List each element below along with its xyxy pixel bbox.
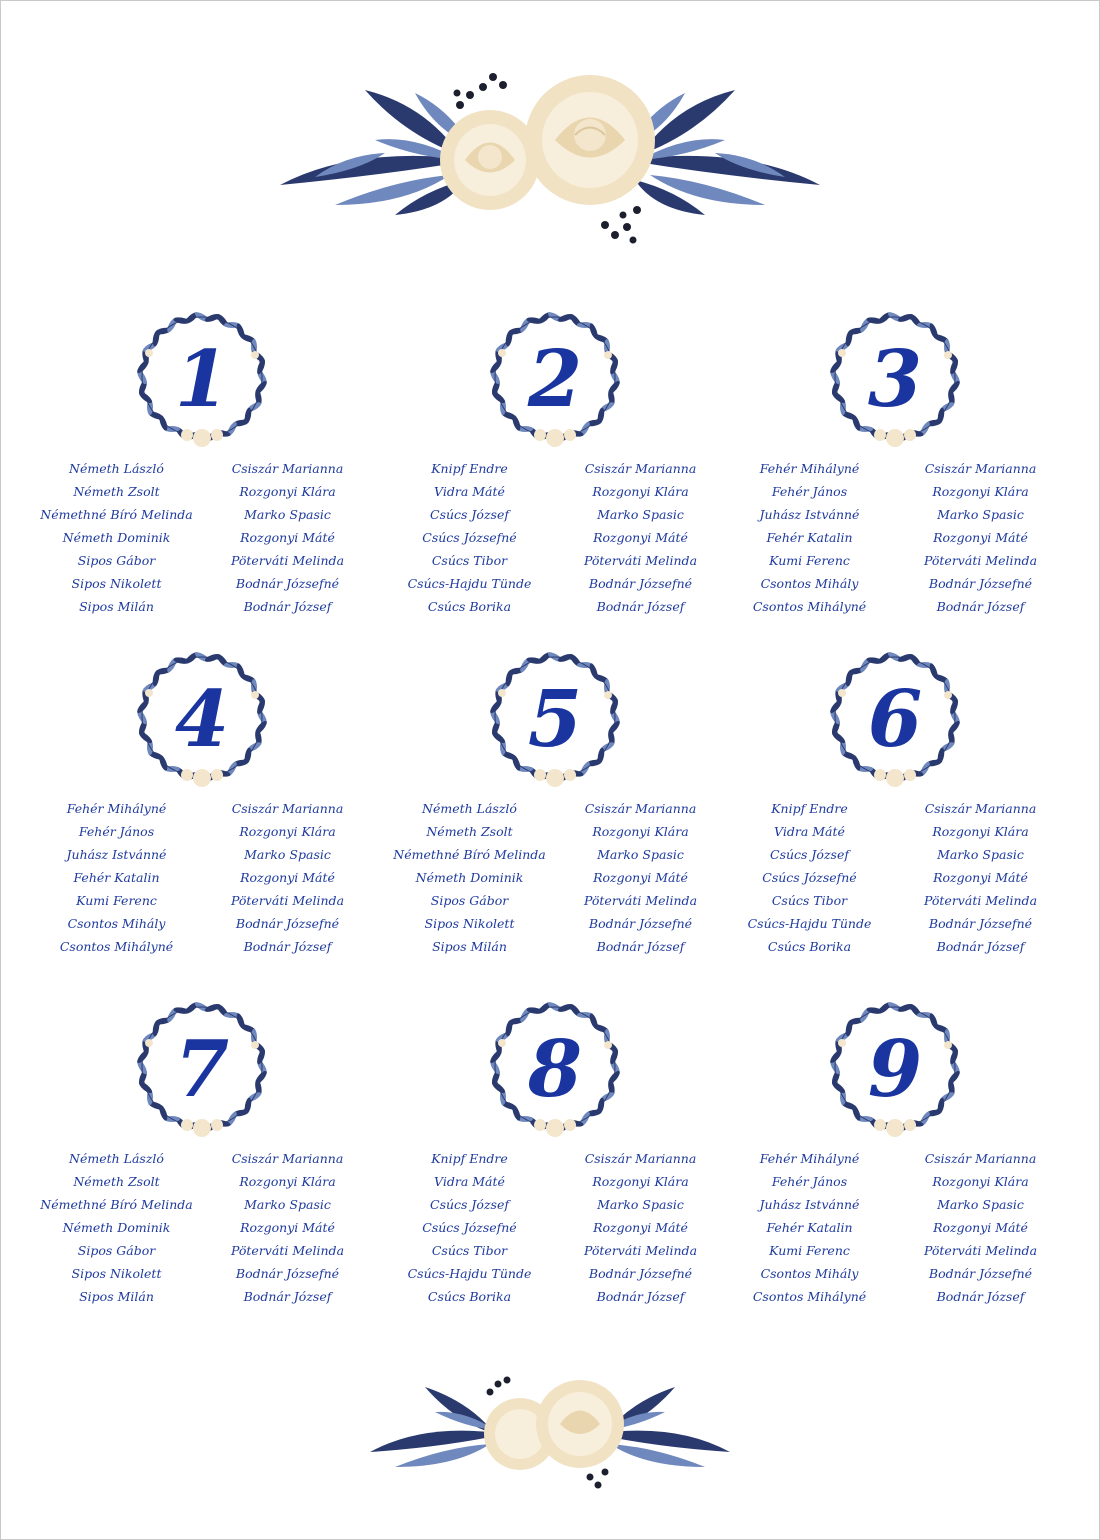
guest-name: Bodnár József (596, 939, 685, 954)
guest-name: Marko Spasic (597, 847, 684, 862)
guest-name: Juhász Istvánné (759, 507, 860, 522)
wreath-icon (480, 645, 630, 795)
guest-name: Némethné Bíró Melinda (40, 507, 193, 522)
guest-name: Bodnár Józsefné (928, 576, 1033, 591)
guest-name: Rozgonyi Klára (932, 824, 1029, 839)
table-number: 6 (867, 674, 923, 765)
wreath-icon (480, 995, 630, 1145)
guest-name: Németh Dominik (62, 530, 171, 545)
table-number: 4 (174, 674, 230, 765)
guest-name: Csontos Mihályné (752, 1289, 867, 1304)
guest-name: Bodnár József (936, 599, 1025, 614)
guest-name: Némethné Bíró Melinda (40, 1197, 193, 1212)
guest-name: Csiszár Marianna (584, 801, 697, 816)
guest-column-left (34, 797, 199, 958)
guest-name: Marko Spasic (597, 507, 684, 522)
guest-name: Bodnár Józsefné (928, 916, 1033, 931)
guest-name: Csontos Mihályné (752, 599, 867, 614)
guest-name: Rozgonyi Klára (239, 824, 336, 839)
guest-name: Bodnár Józsefné (588, 1266, 693, 1281)
guest-column-left (727, 797, 892, 958)
guest-name: Sipos Nikolett (424, 916, 515, 931)
wreath-icon (127, 645, 277, 795)
table-card (32, 645, 372, 965)
wreath-icon (820, 305, 970, 455)
guest-name: Bodnár József (243, 1289, 332, 1304)
guest-name: Csúcs Tibor (771, 893, 848, 908)
guest-name: Csiszár Marianna (584, 461, 697, 476)
guest-list (385, 797, 725, 958)
guest-name: Bodnár Józsefné (928, 1266, 1033, 1281)
table-number: 9 (867, 1024, 923, 1115)
guest-column-right (898, 457, 1063, 618)
guest-name: Rozgonyi Máté (593, 870, 688, 885)
guest-name: Csúcs-Hajdu Tünde (407, 1266, 532, 1281)
guest-name: Fehér Katalin (766, 1220, 853, 1235)
guest-name: Kumi Ferenc (769, 1243, 850, 1258)
guest-name: Csúcs Józsefné (422, 1220, 517, 1235)
guest-name: Csúcs Józsefné (762, 870, 857, 885)
guest-name: Rozgonyi Máté (240, 870, 335, 885)
guest-name: Csiszár Marianna (924, 1151, 1037, 1166)
guest-name: Rozgonyi Máté (240, 530, 335, 545)
guest-name: Csúcs József (770, 847, 849, 862)
table-number: 2 (527, 334, 583, 425)
guest-name: Sipos Nikolett (71, 576, 162, 591)
guest-name: Csúcs-Hajdu Tünde (747, 916, 872, 931)
guest-column-left (387, 457, 552, 618)
guest-name: Bodnár József (936, 1289, 1025, 1304)
guest-name: Csúcs József (430, 507, 509, 522)
guest-column-right (558, 457, 723, 618)
table-card (725, 995, 1065, 1315)
guest-name: Csiszár Marianna (924, 801, 1037, 816)
guest-name: Csúcs Borika (427, 599, 512, 614)
guest-name: Rozgonyi Klára (932, 1174, 1029, 1189)
wreath-icon (127, 995, 277, 1145)
guest-column-right (558, 797, 723, 958)
guest-list (725, 457, 1065, 618)
guest-name: Rozgonyi Klára (592, 824, 689, 839)
guest-name: Rozgonyi Máté (593, 530, 688, 545)
guest-name: Bodnár Józsefné (588, 576, 693, 591)
guest-column-left (34, 457, 199, 618)
guest-name: Némethné Bíró Melinda (393, 847, 546, 862)
guest-name: Németh László (69, 461, 164, 476)
guest-name: Rozgonyi Klára (592, 1174, 689, 1189)
table-number: 8 (527, 1024, 583, 1115)
guest-name: Marko Spasic (244, 1197, 331, 1212)
guest-name: Bodnár József (243, 939, 332, 954)
guest-name: Pöterváti Melinda (583, 893, 698, 908)
guest-name: Csiszár Marianna (584, 1151, 697, 1166)
guest-name: Fehér János (771, 1174, 848, 1189)
table-number: 1 (174, 334, 230, 425)
guest-name: Sipos Milán (79, 1289, 154, 1304)
guest-name: Sipos Nikolett (71, 1266, 162, 1281)
wreath-icon (127, 305, 277, 455)
guest-name: Bodnár József (243, 599, 332, 614)
guest-list (385, 1147, 725, 1308)
wreath-icon (480, 305, 630, 455)
guest-column-left (727, 457, 892, 618)
guest-name: Csontos Mihály (67, 916, 166, 931)
guest-name: Csiszár Marianna (231, 461, 344, 476)
guest-name: Csúcs-Hajdu Tünde (407, 576, 532, 591)
guest-name: Bodnár Józsefné (235, 1266, 340, 1281)
guest-name: Vidra Máté (434, 484, 505, 499)
guest-name: Németh Dominik (415, 870, 524, 885)
guest-name: Sipos Gábor (77, 1243, 156, 1258)
guest-name: Rozgonyi Klára (932, 484, 1029, 499)
guest-name: Németh Dominik (62, 1220, 171, 1235)
guest-name: Németh Zsolt (73, 484, 160, 499)
guest-name: Marko Spasic (937, 847, 1024, 862)
guest-name: Bodnár Józsefné (588, 916, 693, 931)
guest-name: Pöterváti Melinda (923, 1243, 1038, 1258)
guest-name: Bodnár József (936, 939, 1025, 954)
guest-column-right (558, 1147, 723, 1308)
guest-name: Pöterváti Melinda (923, 893, 1038, 908)
guest-name: Fehér Mihályné (759, 1151, 860, 1166)
guest-column-right (205, 797, 370, 958)
guest-name: Németh László (69, 1151, 164, 1166)
table-card (385, 305, 725, 625)
guest-name: Marko Spasic (937, 507, 1024, 522)
guest-name: Csúcs Tibor (431, 1243, 508, 1258)
guest-name: Pöterváti Melinda (230, 553, 345, 568)
guest-name: Bodnár Józsefné (235, 916, 340, 931)
wreath-icon (820, 645, 970, 795)
guest-name: Csúcs Borika (767, 939, 852, 954)
guest-name: Fehér János (771, 484, 848, 499)
table-number: 3 (867, 334, 923, 425)
guest-name: Rozgonyi Klára (239, 484, 336, 499)
guest-name: Kumi Ferenc (769, 553, 850, 568)
guest-column-left (727, 1147, 892, 1308)
guest-name: Csúcs Borika (427, 1289, 512, 1304)
guest-name: Rozgonyi Klára (592, 484, 689, 499)
guest-name: Kumi Ferenc (76, 893, 157, 908)
guest-name: Fehér Mihályné (759, 461, 860, 476)
guest-list (725, 1147, 1065, 1308)
table-card (385, 645, 725, 965)
right-leaves (625, 90, 820, 215)
guest-name: Rozgonyi Klára (239, 1174, 336, 1189)
guest-name: Csontos Mihály (760, 576, 859, 591)
guest-name: Csiszár Marianna (231, 801, 344, 816)
guest-name: Csúcs Józsefné (422, 530, 517, 545)
guest-name: Fehér János (78, 824, 155, 839)
guest-name: Csontos Mihályné (59, 939, 174, 954)
table-card (385, 995, 725, 1315)
table-number: 5 (527, 674, 583, 765)
top-floral-decoration (275, 65, 825, 250)
guest-column-left (387, 1147, 552, 1308)
table-card (725, 645, 1065, 965)
guest-name: Knipf Endre (771, 801, 848, 816)
guest-name: Juhász Istvánné (66, 847, 167, 862)
guest-name: Marko Spasic (937, 1197, 1024, 1212)
guest-name: Pöterváti Melinda (583, 553, 698, 568)
guest-name: Csiszár Marianna (924, 461, 1037, 476)
guest-column-right (205, 457, 370, 618)
guest-name: Bodnár József (596, 1289, 685, 1304)
guest-name: Rozgonyi Máté (933, 1220, 1028, 1235)
guest-name: Pöterváti Melinda (230, 1243, 345, 1258)
guest-name: Rozgonyi Máté (593, 1220, 688, 1235)
guest-list (385, 457, 725, 618)
guest-list (725, 797, 1065, 958)
guest-name: Vidra Máté (774, 824, 845, 839)
guest-column-right (898, 1147, 1063, 1308)
guest-name: Knipf Endre (431, 1151, 508, 1166)
guest-name: Marko Spasic (244, 847, 331, 862)
wreath-icon (820, 995, 970, 1145)
guest-name: Knipf Endre (431, 461, 508, 476)
guest-name: Fehér Katalin (766, 530, 853, 545)
table-card (32, 305, 372, 625)
guest-name: Németh László (422, 801, 517, 816)
guest-name: Rozgonyi Máté (933, 530, 1028, 545)
bottom-floral-decoration (365, 1372, 735, 1497)
table-card (32, 995, 372, 1315)
guest-name: Csiszár Marianna (231, 1151, 344, 1166)
table-card (725, 305, 1065, 625)
guest-name: Sipos Gábor (430, 893, 509, 908)
guest-name: Csúcs József (430, 1197, 509, 1212)
guest-name: Rozgonyi Máté (933, 870, 1028, 885)
guest-name: Fehér Mihályné (66, 801, 167, 816)
guest-name: Vidra Máté (434, 1174, 505, 1189)
guest-list (32, 797, 372, 958)
guest-name: Bodnár József (596, 599, 685, 614)
guest-name: Pöterváti Melinda (230, 893, 345, 908)
guest-name: Marko Spasic (597, 1197, 684, 1212)
guest-name: Sipos Gábor (77, 553, 156, 568)
guest-name: Juhász Istvánné (759, 1197, 860, 1212)
guest-name: Sipos Milán (79, 599, 154, 614)
guest-column-left (34, 1147, 199, 1308)
guest-name: Bodnár Józsefné (235, 576, 340, 591)
guest-name: Fehér Katalin (73, 870, 160, 885)
guest-name: Pöterváti Melinda (923, 553, 1038, 568)
guest-name: Németh Zsolt (426, 824, 513, 839)
guest-name: Pöterváti Melinda (583, 1243, 698, 1258)
guest-list (32, 457, 372, 618)
guest-column-right (898, 797, 1063, 958)
guest-name: Csontos Mihály (760, 1266, 859, 1281)
guest-name: Sipos Milán (432, 939, 507, 954)
guest-list (32, 1147, 372, 1308)
guest-column-left (387, 797, 552, 958)
guest-name: Rozgonyi Máté (240, 1220, 335, 1235)
guest-column-right (205, 1147, 370, 1308)
guest-name: Marko Spasic (244, 507, 331, 522)
guest-name: Csúcs Tibor (431, 553, 508, 568)
guest-name: Németh Zsolt (73, 1174, 160, 1189)
table-number: 7 (174, 1024, 230, 1115)
